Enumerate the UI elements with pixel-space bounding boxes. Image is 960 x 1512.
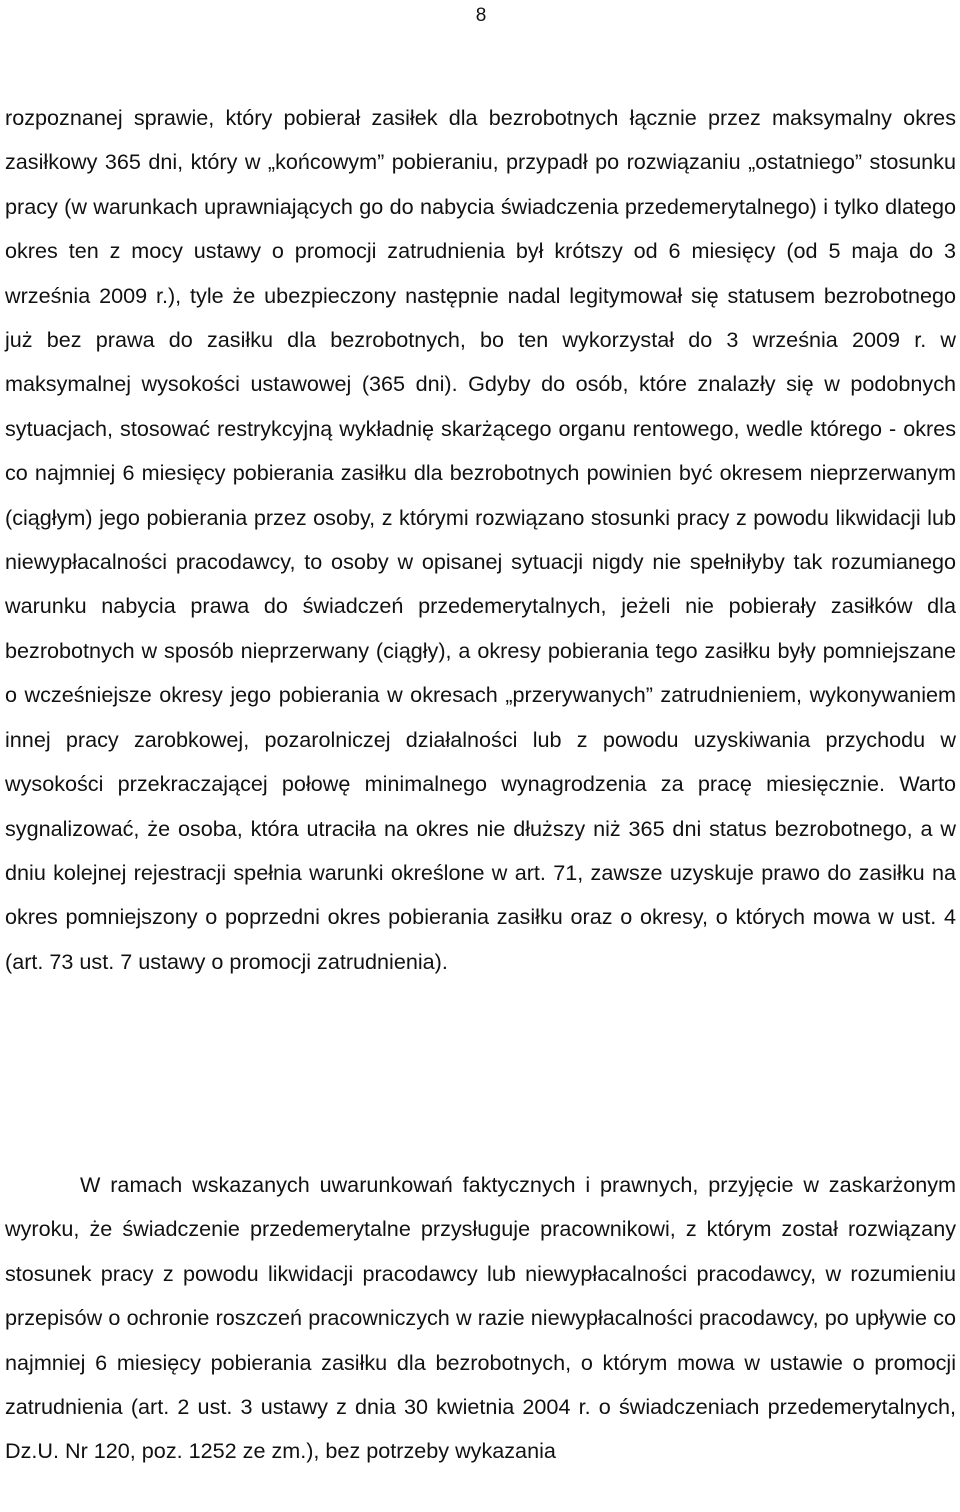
- body-paragraph-2: W ramach wskazanych uwarunkowań faktycznych i prawnych, przyjęcie w zaskarżonym wyroku, że świadczenie przedemerytalne przysługuje pracownikowi, z którym został rozwiązany stosunek pracy z powodu likwidacji pracodawcy lub niewypłacalności pracodawcy, w rozumieniu przepisów o ochronie roszczeń pracowniczych w razie niewypłacalności pracodawcy, po upływie co najmniej 6 miesięcy pobierania zasiłku dla bezrobotnych, o którym mowa w ustawie o promocji zatrudnienia (art. 2 ust. 3 ustawy z dnia 30 kwietnia 2004 r. o świadczeniach przedemerytalnych, Dz.U. Nr 120, poz. 1252 ze zm.), bez potrzeby wykazania: [5, 1172, 956, 1464]
- page-number: 8: [475, 5, 487, 26]
- body-paragraph-1: rozpoznanej sprawie, który pobierał zasiłek dla bezrobotnych łącznie przez maksymalny okres zasiłkowy 365 dni, który w „końcowym” pobieraniu, przypadł po rozwiązaniu „ostatniego” stosunku pracy (w warunkach uprawniających go do nabycia świadczenia przedemerytalnego) i tylko dlatego okres ten z mocy ustawy o promocji zatrudnienia był krótszy od 6 miesięcy (od 5 maja do 3 września 2009 r.), tyle że ubezpieczony następnie nadal legitymował się statusem bezrobotnego już bez prawa do zasiłku dla bezrobotnych, bo ten wykorzystał do 3 września 2009 r. w maksymalnej wysokości ustawowej (365 dni). Gdyby do osób, które znalazły się w podobnych sytuacjach, stosować restrykcyjną wykładnię skarżącego organu rentowego, wedle którego - okres co najmniej 6 miesięcy pobierania zasiłku dla bezrobotnych powinien być okresem nieprzerwanym (ciągłym) jego pobierania przez osoby, z którymi rozwiązano stosunki pracy z powodu likwidacji lub niewypłacalności pracodawcy, to osoby w opisanej sytuacji nigdy nie spełniłyby tak rozumianego warunku nabycia prawa do świadczeń przedemerytalnych, jeżeli nie pobierały zasiłków dla bezrobotnych w sposób nieprzerwany (ciągły), a okresy pobierania tego zasiłku były pomniejszane o wcześniejsze okresy jego pobierania w okresach „przerywanych” zatrudnieniem, wykonywaniem innej pracy zarobkowej, pozarolniczej działalności lub z powodu uzyskiwania przychodu w wysokości przekraczającej połowę minimalnego wynagrodzenia za pracę miesięcznie. Warto sygnalizować, że osoba, która utraciła na okres nie dłuższy niż 365 dni status bezrobotnego, a w dniu kolejnej rejestracji spełnia warunki określone w art. 71, zawsze uzyskuje prawo do zasiłku na okres pomniejszony o poprzedni okres pobierania zasiłku oraz o okresy, o których mowa w ust. 4 (art. 73 ust. 7 ustawy o promocji zatrudnienia).: [5, 105, 956, 974]
